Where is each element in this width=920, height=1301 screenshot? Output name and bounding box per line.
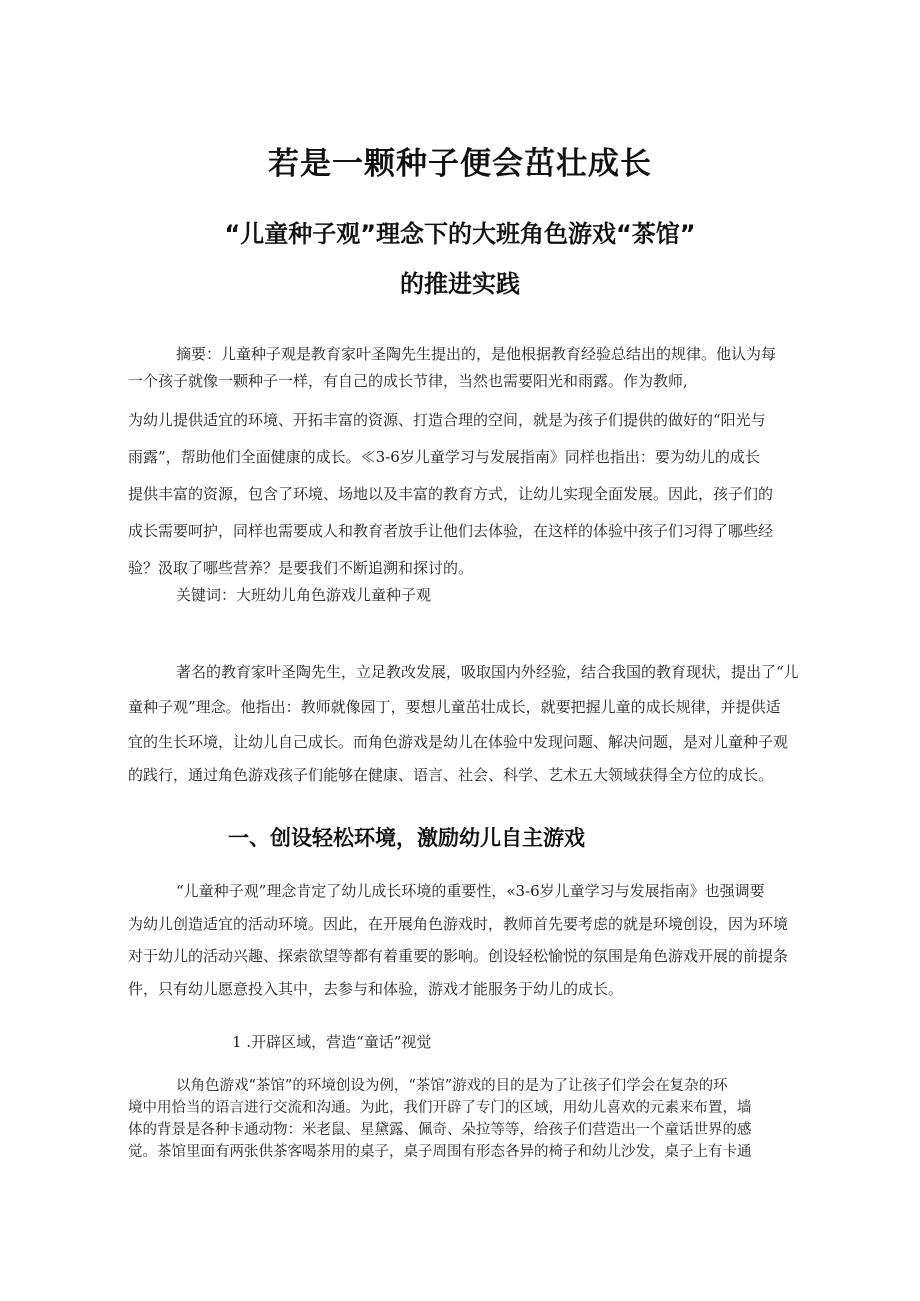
section-line: “儿童种子观”理念肯定了幼儿成长环境的重要性，«3-6岁儿童学习与发展指南》也强调要 <box>176 882 765 900</box>
abstract-line: 验？汲取了哪些营养？是要我们不断追溯和探讨的。 <box>128 559 474 577</box>
subsection-heading: 1 .开辟区域，营造“童话”视觉 <box>232 1033 432 1051</box>
section-line: 件，只有幼儿愿意投入其中，去参与和体验，游戏才能服务于幼儿的成长。 <box>128 980 624 998</box>
subsection-line: 体的背景是各种卡通动物：米老鼠、星黛露、佩奇、朵拉等等，给孩子们营造出一个童话世界的感 <box>128 1122 752 1138</box>
intro-line: 著名的教育家叶圣陶先生，立足教改发展，吸取国内外经验，结合我国的教育现状，提出了“儿 <box>176 663 799 681</box>
section-line: 为幼儿创造适宜的活动环境。因此，在开展角色游戏时，教师首先要考虑的就是环境创设，因为环境 <box>128 915 789 933</box>
subtitle-line-1: “儿童种子观”理念下的大班角色游戏“茶馆” <box>224 220 696 248</box>
section-line: 对于幼儿的活动兴趣、探索欲望等都有着重要的影响。创设轻松愉悦的氛围是角色游戏开展的前提条 <box>128 947 789 965</box>
abstract-line: 提供丰富的资源，包含了环境、场地以及丰富的教育方式，让幼儿实现全面发展。因此，孩子们的 <box>128 485 774 503</box>
abstract-line: 摘要：儿童种子观是教育家叶圣陶先生提出的，是他根据教育经验总结出的规律。他认为每 <box>176 345 777 363</box>
intro-line: 宜的生长环境，让幼儿自己成长。而角色游戏是幼儿在体验中发现问题、解决问题，是对儿童种子观 <box>128 733 789 751</box>
subsection-line: 觉。茶馆里面有两张供茶客喝茶用的桌子，桌子周围有形态各异的椅子和幼儿沙发，桌子上有卡通 <box>128 1144 752 1160</box>
document-title: 若是一颗种子便会茁壮成长 <box>268 146 652 182</box>
intro-line: 的践行，通过角色游戏孩子们能够在健康、语言、社会、科学、艺术五大领域获得全方位的成长。 <box>128 766 774 784</box>
section-heading: 一、创设轻松环境，激励幼儿自主游戏 <box>228 826 585 850</box>
subsection-line: 境中用恰当的语言进行交流和沟通。为此，我们开辟了专门的区域，用幼儿喜欢的元素来布置，墙 <box>128 1100 752 1116</box>
subsection-line: 以角色游戏“茶馆”的环境创设为例，“茶馆”游戏的目的是为了让孩子们学会在复杂的环 <box>176 1078 728 1094</box>
abstract-line: 为幼儿提供适宜的环境、开拓丰富的资源、打造合理的空间，就是为孩子们提供的做好的“阳光与 <box>128 411 766 429</box>
abstract-line: 雨露”，帮助他们全面健康的成长。≪3-6岁儿童学习与发展指南》同样也指出：要为幼儿的成长 <box>128 448 760 466</box>
abstract-line: 一个孩子就像一颗种子一样，有自己的成长节律，当然也需要阳光和雨露。作为教师, <box>128 372 688 390</box>
abstract-line: 成长需要呵护，同样也需要成人和教育者放手让他们去体验，在这样的体验中孩子们习得了哪些经 <box>128 522 774 540</box>
subtitle-line-2: 的推进实践 <box>400 270 520 298</box>
intro-line: 童种子观”理念。他指出：教师就像园丁，要想儿童茁壮成长，就要把握儿童的成长规律，并提供适 <box>128 698 781 716</box>
keywords: 关键词：大班幼儿角色游戏儿童种子观 <box>176 586 432 604</box>
